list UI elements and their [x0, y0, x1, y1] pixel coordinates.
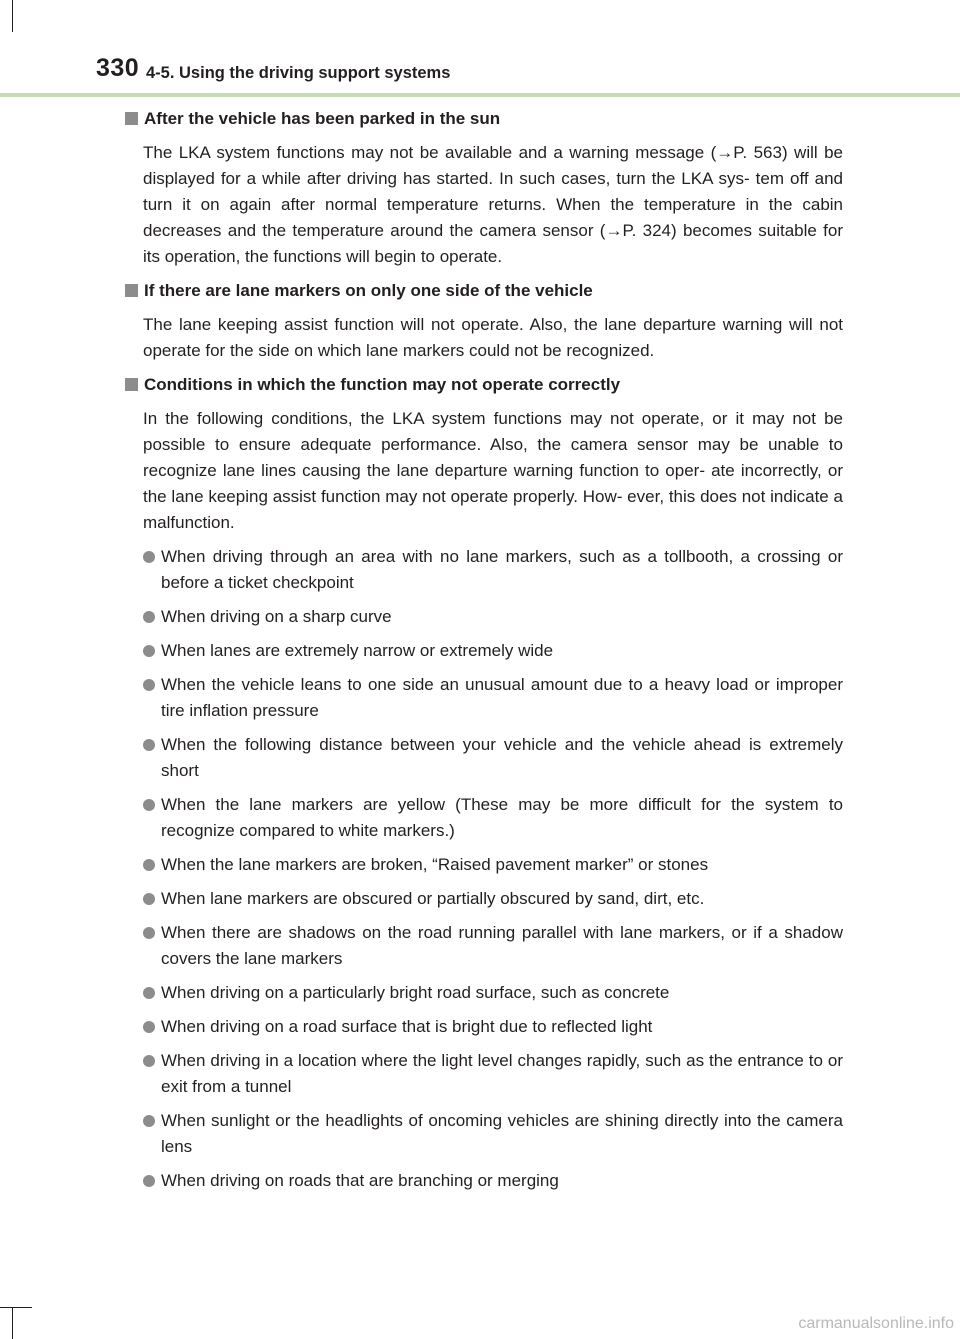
list-item — [125, 1014, 843, 1040]
section-heading — [125, 106, 843, 132]
circle-bullet-icon — [143, 799, 155, 811]
circle-bullet-icon — [143, 1021, 155, 1033]
crop-mark-bottom-left-vertical — [12, 1307, 13, 1339]
circle-bullet-icon — [143, 739, 155, 751]
list-item-text: When lane markers are obscured or partially obscured by sand, dirt, etc. — [161, 889, 705, 908]
list-item — [125, 672, 843, 724]
list-item — [125, 1168, 843, 1194]
list-item — [125, 980, 843, 1006]
section-heading-text: If there are lane markers on only one side of the vehicle — [144, 281, 593, 300]
list-item — [125, 732, 843, 784]
list-item — [125, 1048, 843, 1100]
square-bullet-icon — [125, 378, 138, 391]
circle-bullet-icon — [143, 1055, 155, 1067]
list-item-text: When driving in a location where the light level changes rapidly, such as the entrance to or exit from a tunnel — [161, 1051, 843, 1096]
crop-mark-bottom-left-horizontal — [0, 1307, 32, 1308]
section-heading — [125, 278, 843, 304]
circle-bullet-icon — [143, 987, 155, 999]
page-header — [96, 54, 960, 94]
circle-bullet-icon — [143, 1115, 155, 1127]
circle-bullet-icon — [143, 927, 155, 939]
circle-bullet-icon — [143, 893, 155, 905]
list-item — [125, 638, 843, 664]
circle-bullet-icon — [143, 645, 155, 657]
list-item-text: When driving on roads that are branching or merging — [161, 1171, 559, 1190]
list-item-text: When sunlight or the headlights of oncoming vehicles are shining directly into the camera lens — [161, 1111, 843, 1156]
list-item-text: When the lane markers are yellow (These may be more difficult for the system to recognize compared to white markers.) — [161, 795, 843, 840]
list-item-text: When the following distance between your vehicle and the vehicle ahead is extremely short — [161, 735, 843, 780]
list-item — [125, 792, 843, 844]
section-paragraph: The LKA system functions may not be available and a warning message (→P. 563) will be displayed for a while after driving has started. In such cases, turn the LKA sys- tem off and turn it on again after normal temperature returns. When the temperature in the cabin decreases and the temperature around the camera sensor (→P. 324) becomes suitable for its operation, the functions will begin to operate. — [143, 143, 843, 266]
list-item-text: When driving on a road surface that is bright due to reflected light — [161, 1017, 653, 1036]
circle-bullet-icon — [143, 611, 155, 623]
list-item-text: When driving through an area with no lane markers, such as a tollbooth, a crossing or before a ticket checkpoint — [161, 547, 843, 592]
circle-bullet-icon — [143, 679, 155, 691]
list-item — [125, 852, 843, 878]
list-item-text: When the vehicle leans to one side an unusual amount due to a heavy load or improper tire inflation pressure — [161, 675, 843, 720]
list-item — [125, 604, 843, 630]
list-item-text: When driving on a sharp curve — [161, 607, 392, 626]
section-heading-text: After the vehicle has been parked in the sun — [144, 109, 501, 128]
section-paragraph: The lane keeping assist function will not operate. Also, the lane departure warning will not operate for the side on which lane markers could not be recognized. — [143, 315, 843, 360]
circle-bullet-icon — [143, 551, 155, 563]
section-heading-text: Conditions in which the function may not operate correctly — [144, 375, 621, 394]
square-bullet-icon — [125, 284, 138, 297]
section-heading — [125, 372, 843, 398]
list-item-text: When the lane markers are broken, “Raised pavement marker” or stones — [161, 855, 709, 874]
section-paragraph: In the following conditions, the LKA system functions may not operate, or it may not be possible to ensure adequate performance. Also, the camera sensor may be unable to recognize lane lines causing the lane departure warning function to oper- ate incorrectly, or the lane keeping assist function may not operate properly. How- ever, this does not indicate a malfunction. — [143, 409, 843, 532]
list-item-text: When driving on a particularly bright road surface, such as concrete — [161, 983, 670, 1002]
list-item — [125, 544, 843, 596]
list-item-text: When there are shadows on the road running parallel with lane markers, or if a shadow covers the lane markers — [161, 923, 843, 968]
section-one-side-markers — [125, 278, 843, 364]
crop-mark-top-left — [12, 0, 13, 32]
list-item — [125, 1108, 843, 1160]
list-item — [125, 920, 843, 972]
conditions-list — [125, 544, 843, 1194]
page-content — [125, 106, 843, 1202]
section-title: 4-5. Using the driving support systems — [146, 64, 451, 82]
circle-bullet-icon — [143, 1175, 155, 1187]
watermark: carmanualsonline.info — [798, 1315, 954, 1332]
section-conditions — [125, 372, 843, 1194]
square-bullet-icon — [125, 112, 138, 125]
circle-bullet-icon — [143, 859, 155, 871]
list-item-text: When lanes are extremely narrow or extremely wide — [161, 641, 554, 660]
section-parked-in-sun — [125, 106, 843, 270]
header-rule — [0, 93, 960, 97]
page-number: 330 — [96, 54, 140, 82]
list-item — [125, 886, 843, 912]
